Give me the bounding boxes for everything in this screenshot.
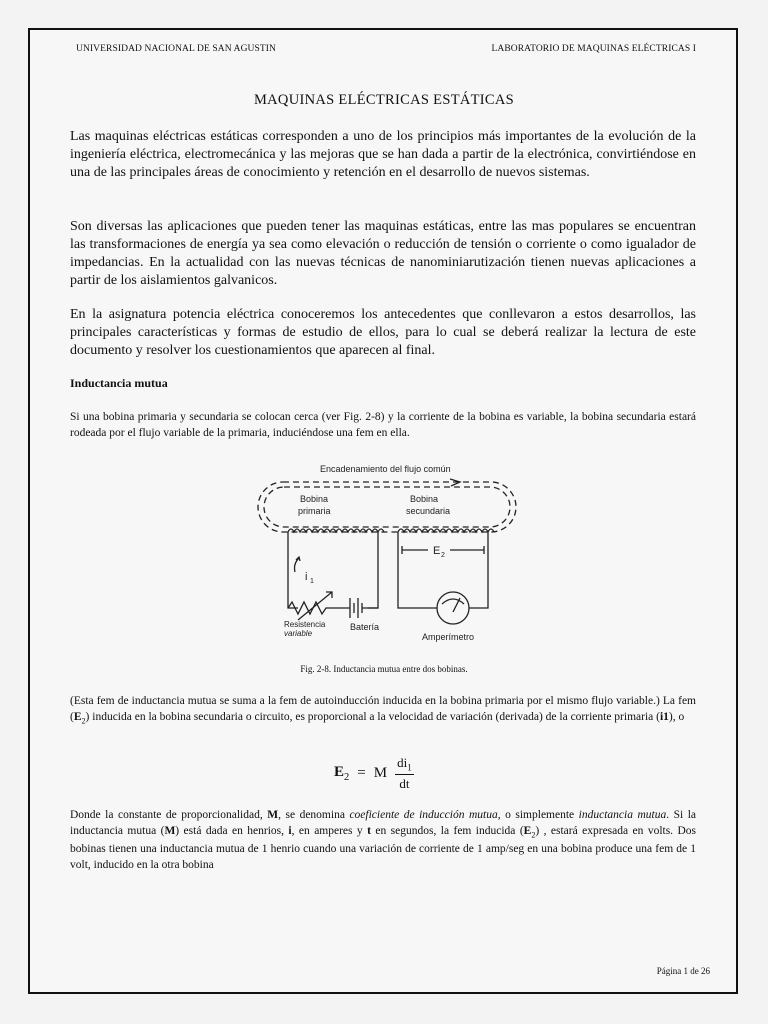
para3-k: , en amperes y <box>291 824 368 837</box>
page-title: MAQUINAS ELÉCTRICAS ESTÁTICAS <box>253 92 515 108</box>
para3-l: t <box>367 824 371 837</box>
paragraph-intro: Las maquinas eléctricas estáticas corresponden a uno de los principios más importantes de la evolución de la ingeniería eléctrica, electromecánica y las mejoras que se han dada a partir de la electrónica, convirtiéndose en una de las principales áreas de conocimiento y retención en el desarrollo de nuevos sistemas. <box>70 129 696 180</box>
mutual-inductance-formula <box>334 755 414 792</box>
paragraph-definition <box>70 808 696 873</box>
para3-c: , se denomina <box>278 809 350 821</box>
battery-label: Batería <box>350 622 380 632</box>
para2-text-e: ), o <box>668 710 685 723</box>
emf-label: E <box>433 545 441 557</box>
formula-di: di <box>397 755 408 770</box>
para3-a: Donde la constante de proporcionalidad, <box>70 809 268 821</box>
current-label: i <box>305 571 308 583</box>
para3-o: ) , estará expresada en volts. Dos bobinas tienen una inductancia mutua de 1 henrio cuando una variación de corriente de 1 amp/seg en una bobina produce una fem de 1 volt, inducido en la otra bobina <box>70 824 697 871</box>
para3-f: inductancia mutua <box>578 809 667 821</box>
para2-e2: E <box>73 710 82 723</box>
paragraph-mutual-intro: Si una bobina primaria y secundaria se colocan cerca (ver Fig. 2-8) y la corriente de la bobina es variable, la bobina secundaria estará rodeada por el flujo variable de la primaria, induciéndose una fem en ella. <box>70 411 696 439</box>
para3-m: en segundos, la fem inducida ( <box>370 824 524 837</box>
formula-fraction <box>395 755 414 792</box>
formula-lhs <box>334 764 349 783</box>
figure-caption: Fig. 2-8. Inductancia mutua entre dos bobinas. <box>300 664 468 674</box>
emf-sub: 2 <box>441 552 445 559</box>
page-number: Página 1 de 26 <box>656 966 710 976</box>
mutual-inductance-diagram <box>250 460 525 650</box>
paragraph-fem <box>70 694 696 728</box>
formula-numerator <box>395 755 414 775</box>
battery <box>346 598 378 618</box>
section-heading: Inductancia mutua <box>70 376 168 390</box>
paragraph-applications: Son diversas las aplicaciones que pueden tener las maquinas estáticas, entre las mas populares se encuentran las transformaciones de energía ya sea como elevación o reducción de tensión o corriente o como igualador de impedancias. En la actualidad con las nuevas técnicas de nanominiarutización tienen nuevas aplicaciones a partir de los aislamientos galvanicos. <box>70 219 696 288</box>
formula-di-sub: 1 <box>407 762 412 773</box>
header-lab: LABORATORIO DE MAQUINAS ELÉCTRICAS I <box>491 44 696 54</box>
formula-e-sub: 2 <box>344 771 350 783</box>
para2-i1: i1 <box>659 710 669 723</box>
resistor-label-2: variable <box>284 629 313 638</box>
primary-label-2: primaria <box>298 506 331 516</box>
resistor-arrow <box>298 592 332 620</box>
current-arrow <box>295 557 301 572</box>
para3-b: M <box>267 809 279 821</box>
para3-d: coeficiente de inducción mutua <box>349 809 498 821</box>
para2-text-a: (Esta fem de inductancia mutua se suma a la fem de autoinducción inducida en la bobina primaria por el mismo flujo variable.) La fem ( <box>70 695 696 723</box>
resistor-label-1: Resistencia <box>284 620 326 629</box>
secondary-label-1: Bobina <box>410 494 439 504</box>
paragraph-course: En la asignatura potencia eléctrica conoceremos los antecedentes que conllevaron a estos desarrollos, las principales características y formas de estudio de ellos, para lo cual se deberá realizar la lectura de este documento y resolver los cuestionamientos que aparecen al final. <box>70 307 696 358</box>
flux-loop <box>258 482 516 532</box>
formula-m: M <box>373 764 388 781</box>
primary-circuit <box>288 532 378 608</box>
current-sub: 1 <box>310 578 314 585</box>
para3-n: E <box>523 824 532 837</box>
para3-n-sub: 2 <box>531 829 536 839</box>
formula-e: E <box>334 763 345 780</box>
para3-j: i <box>288 824 292 837</box>
primary-label-1: Bobina <box>300 494 329 504</box>
para3-h: M <box>164 824 176 837</box>
para3-i: ) está dada en henrios, <box>175 824 289 837</box>
para2-text-c: ) inducida en la bobina secundaria o circuito, es proporcional a la velocidad de variación (derivada) de la corriente primaria ( <box>85 710 660 723</box>
para2-e2-sub: 2 <box>81 715 86 725</box>
formula-denominator: dt <box>399 775 410 791</box>
header-university: UNIVERSIDAD NACIONAL DE SAN AGUSTIN <box>76 44 277 54</box>
secondary-label-2: secundaria <box>406 506 451 516</box>
flux-label: Encadenamiento del flujo común <box>320 464 451 474</box>
ammeter <box>437 592 469 624</box>
para3-e: , o simplemente <box>497 809 579 821</box>
para3-g: . Si la inductancia mutua ( <box>70 809 697 837</box>
ammeter-label: Amperímetro <box>422 632 475 642</box>
formula-equals: = <box>357 764 366 781</box>
